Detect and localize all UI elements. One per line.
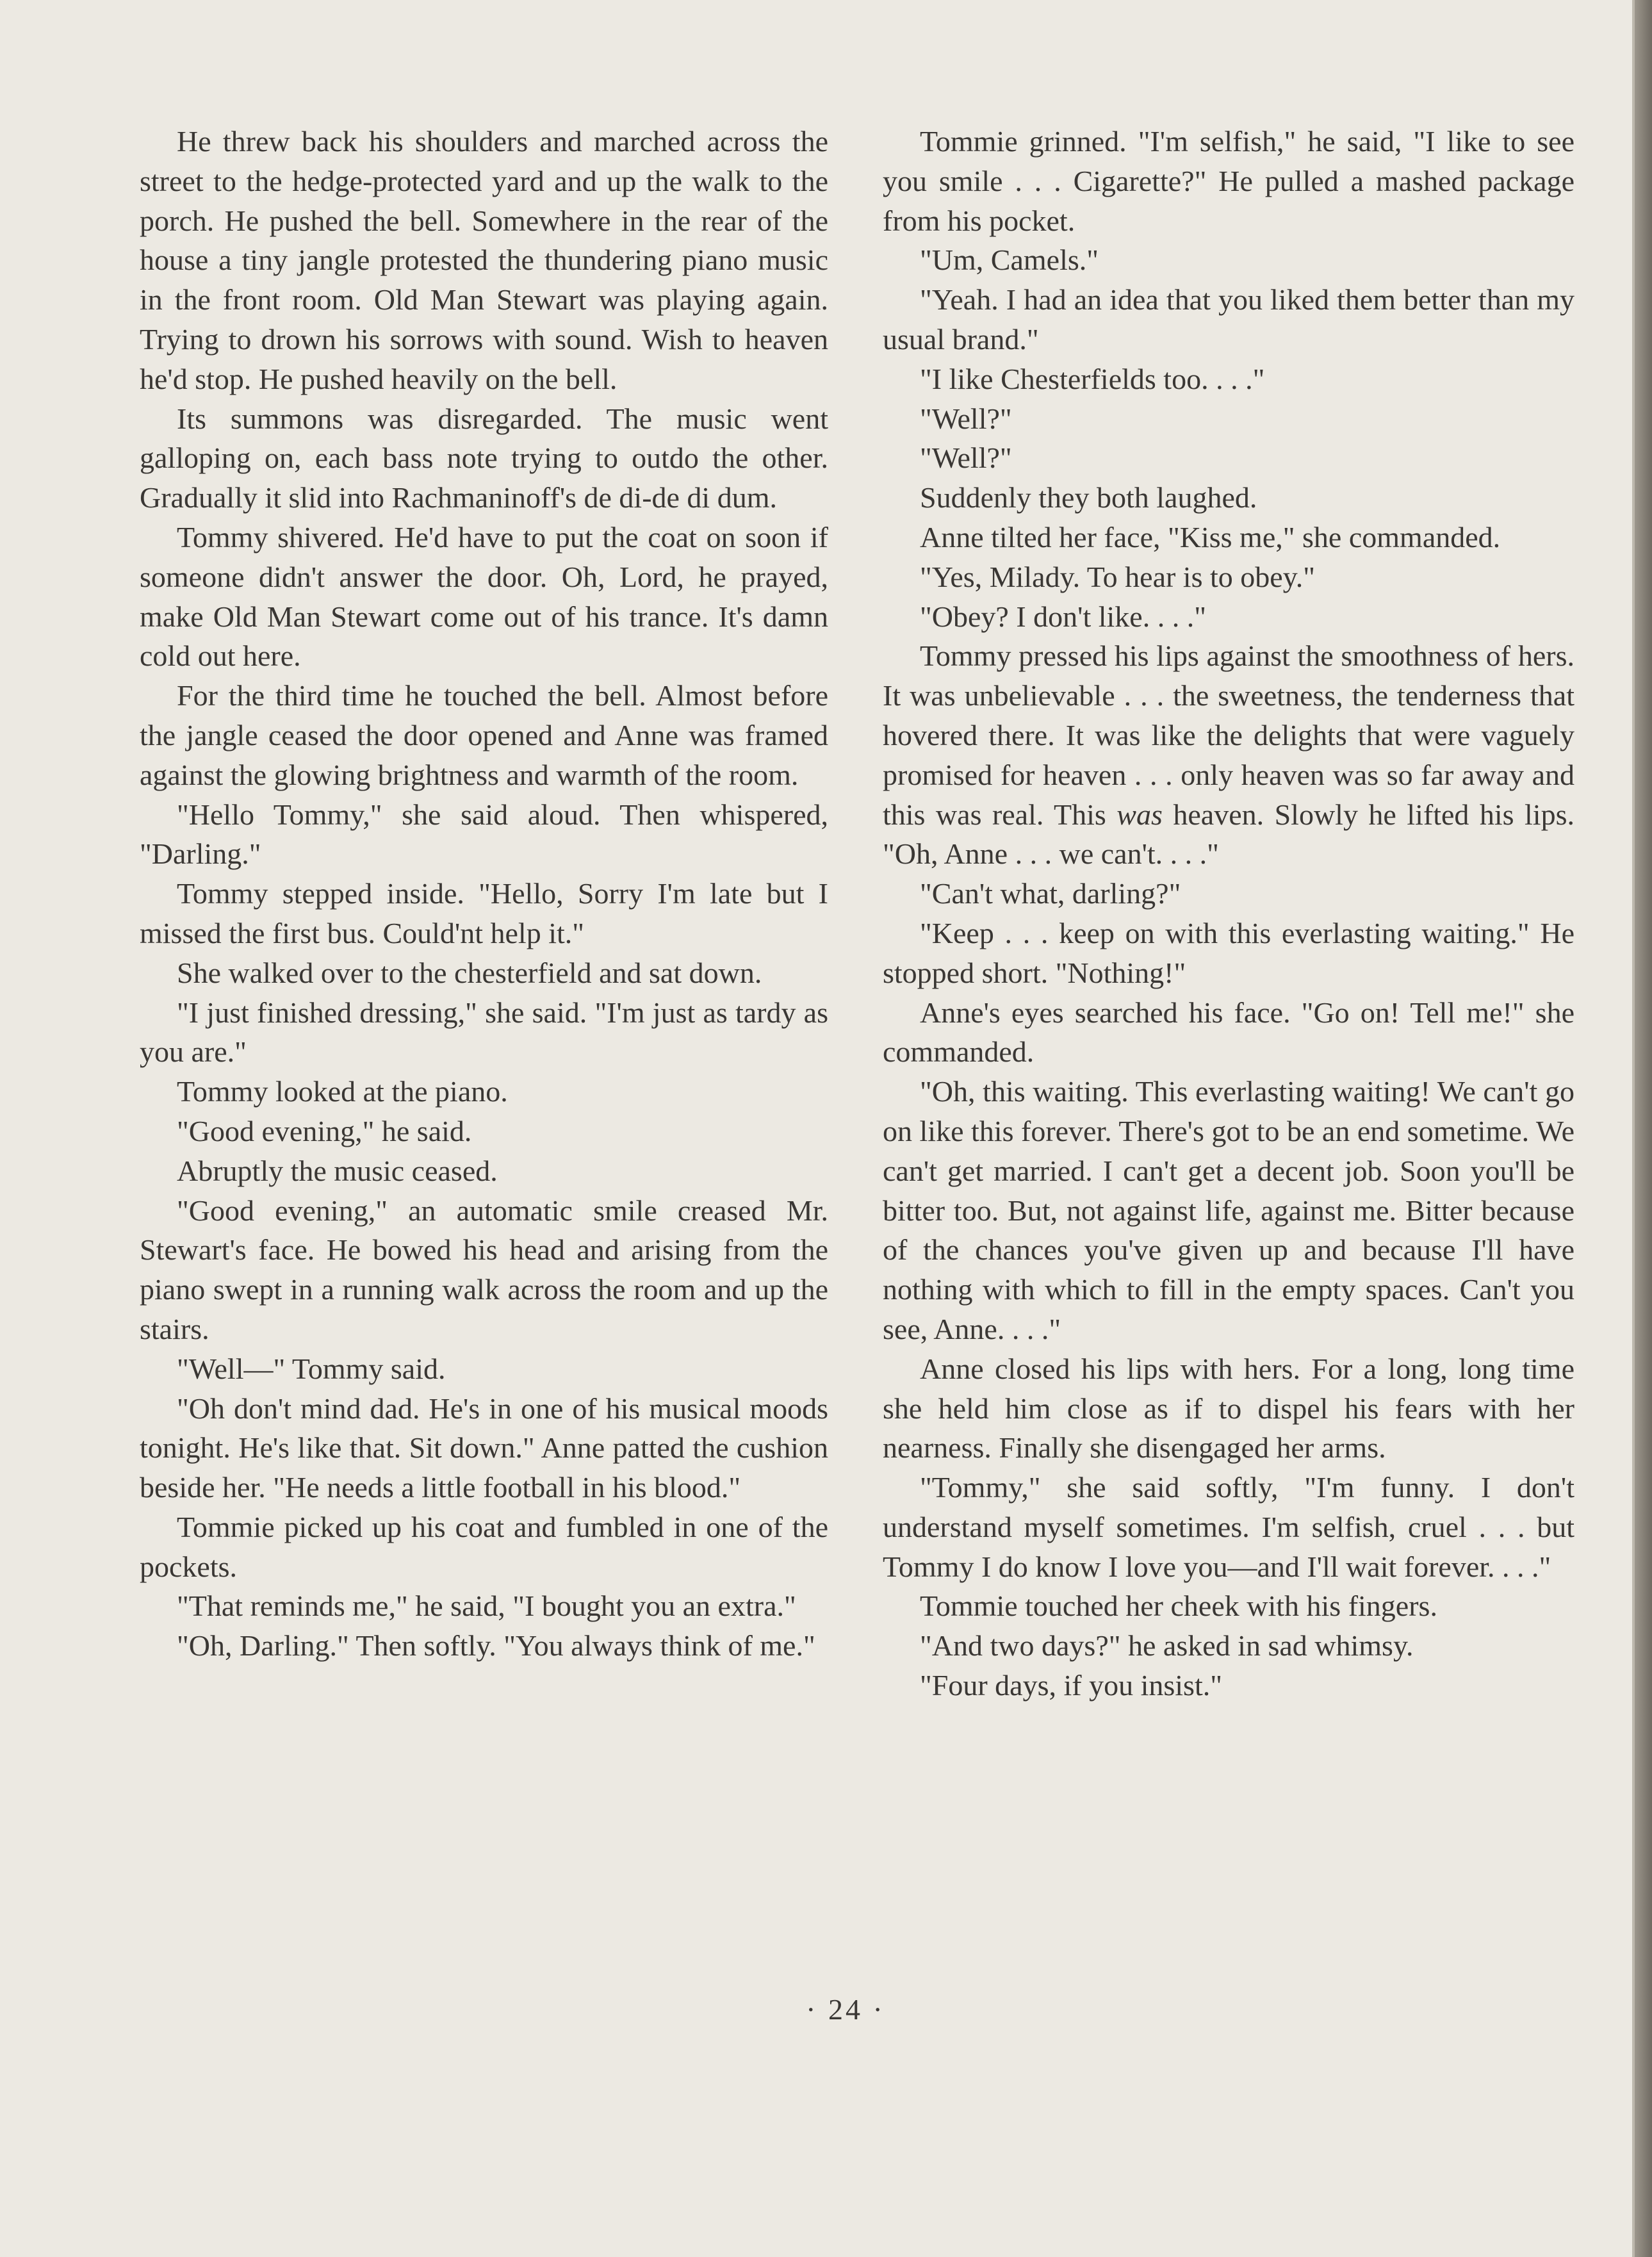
paragraph: "I like Chesterfields too. . . ." [920, 362, 1265, 395]
emphasized-word: was [1116, 798, 1163, 831]
page-number-value: 24 [828, 1993, 863, 2026]
paragraph: Anne's eyes searched his face. "Go on! Tell me!" she commanded. [883, 996, 1574, 1069]
paragraph: "Can't what, darling?" [920, 877, 1181, 910]
left-column [140, 122, 828, 1666]
book-spine-edge [1635, 0, 1652, 2257]
paragraph: "Hello Tommy," she said aloud. Then whispered, "Darling." [140, 798, 828, 871]
paragraph: "And two days?" he asked in sad whimsy. [920, 1629, 1414, 1662]
folio-dot: · [806, 1993, 819, 2026]
paragraph: "Obey? I don't like. . . ." [920, 600, 1206, 633]
paragraph: "I just finished dressing," she said. "I'm just as tardy as you are." [140, 996, 828, 1069]
paragraph: "Well—" Tommy said. [177, 1352, 446, 1385]
paragraph: Its summons was disregarded. The music went galloping on, each bass note trying to outdo the other. Gradually it slid into Rachmaninoff's de di-de di dum. [140, 402, 828, 514]
paragraph: "Yeah. I had an idea that you liked them better than my usual brand." [883, 283, 1574, 356]
paragraph: Abruptly the music ceased. [177, 1154, 498, 1187]
paragraph: "Oh, this waiting. This everlasting waiting! We can't go on like this forever. There's got to be an end sometime. We can't get married. I can't get a decent job. Soon you'll be bitter too. But, not against life, against me. Bitter because of the chances you've given up and because I'll have nothing with which to fill in the empty spaces. Can't you see, Anne. . . ." [883, 1075, 1574, 1345]
paragraph: "Oh don't mind dad. He's in one of his musical moods tonight. He's like that. Sit down." Anne patted the cushion beside her. "He needs a little football in his blood." [140, 1391, 828, 1504]
text-run: Tommy pressed his lips against the smoothness of hers. It was unbelievable . . . the sweetness, the tenderness that hovered there. It was like the delights that were vaguely promised for heaven . . . only heaven was so far away and this was real. This [883, 639, 1574, 831]
page-number [0, 1992, 1652, 2026]
paragraph: Tommy shivered. He'd have to put the coat on soon if someone didn't answer the door. Oh, Lord, he prayed, make Old Man Stewart come out of his trance. It's damn cold out here. [140, 520, 828, 673]
folio-dot: · [872, 1993, 885, 2026]
paragraph: Tommy stepped inside. "Hello, Sorry I'm late but I missed the first bus. Could'nt help it." [140, 877, 828, 949]
paragraph: Tommie picked up his coat and fumbled in one of the pockets. [140, 1510, 828, 1583]
paragraph: "Keep . . . keep on with this everlasting waiting." He stopped short. "Nothing!" [883, 916, 1574, 989]
paragraph: For the third time he touched the bell. Almost before the jangle ceased the door opened and Anne was framed against the glowing brightness and warmth of the room. [140, 679, 828, 791]
paragraph: "Um, Camels." [920, 243, 1099, 277]
paragraph: "Oh, Darling." Then softly. "You always think of me." [177, 1629, 815, 1662]
paragraph: He threw back his shoulders and marched across the street to the hedge-protected yard and up the walk to the porch. He pushed the bell. Somewhere in the rear of the house a tiny jangle protested the thundering piano music in the front room. Old Man Stewart was playing again. Trying to drown his sorrows with sound. Wish to heaven he'd stop. He pushed heavily on the bell. [140, 125, 828, 395]
paragraph: "Four days, if you insist." [920, 1669, 1223, 1702]
paragraph-with-emphasis [883, 636, 1574, 874]
paragraph: Suddenly they both laughed. [920, 481, 1257, 514]
paragraph: "Tommy," she said softly, "I'm funny. I don't understand myself sometimes. I'm selfish, cruel . . . but Tommy I do know I love you—and I'll wait forever. . . ." [883, 1471, 1574, 1583]
paragraph: Tommie grinned. "I'm selfish," he said, "I like to see you smile . . . Cigarette?" He pulled a mashed package from his pocket. [883, 125, 1574, 237]
paragraph: "Yes, Milady. To hear is to obey." [920, 560, 1315, 593]
text-run: heaven. Slowly he lifted his lips. "Oh, Anne . . . we can't. . . ." [883, 798, 1574, 871]
paragraph: "Well?" [920, 402, 1012, 435]
paragraph: "Good evening," he said. [177, 1114, 472, 1147]
paragraph: "Well?" [920, 441, 1012, 475]
paragraph: Anne closed his lips with hers. For a long, long time she held him close as if to dispel his fears with her nearness. Finally she disengaged her arms. [883, 1352, 1574, 1465]
paragraph: "Good evening," an automatic smile creased Mr. Stewart's face. He bowed his head and arising from the piano swept in a running walk across the room and up the stairs. [140, 1194, 828, 1345]
paragraph: Tommie touched her cheek with his fingers. [920, 1589, 1437, 1623]
right-column [883, 122, 1574, 1705]
paragraph: She walked over to the chesterfield and sat down. [177, 956, 762, 989]
paragraph: Anne tilted her face, "Kiss me," she commanded. [920, 520, 1501, 554]
paragraph: "That reminds me," he said, "I bought you an extra." [177, 1589, 796, 1623]
paragraph: Tommy looked at the piano. [177, 1075, 508, 1108]
